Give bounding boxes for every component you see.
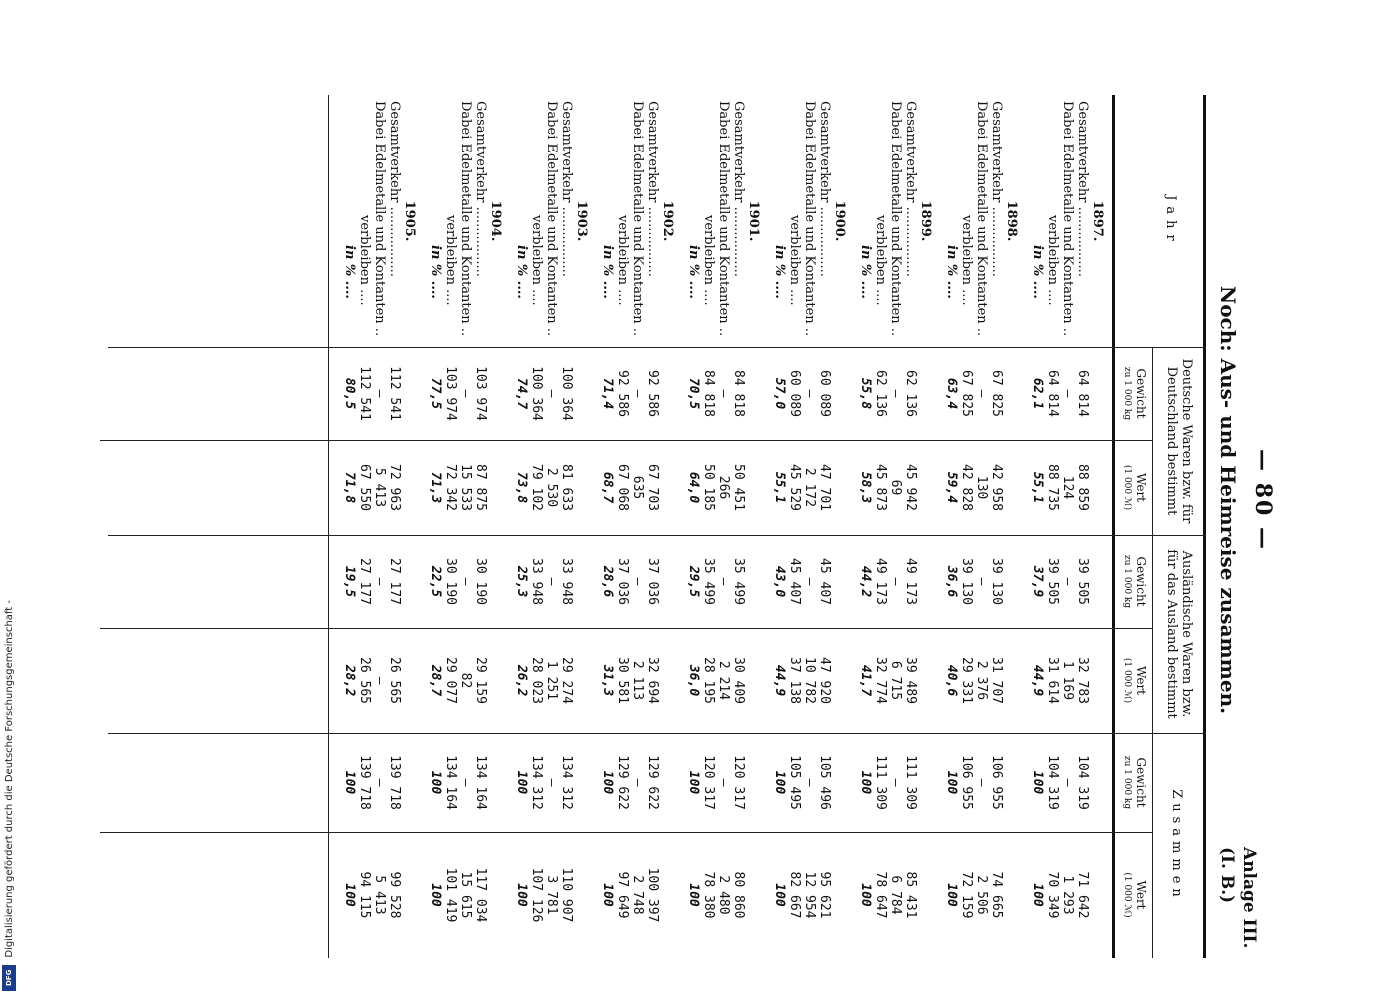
cell-value: 84 818 <box>701 370 716 417</box>
cell-value: 58,3 <box>858 471 873 504</box>
cell-value: 72 159 <box>959 871 974 919</box>
cell-value: 47 701 <box>817 464 832 511</box>
cell-value: 117 034 <box>473 867 488 923</box>
row-label: Dabei Edelmetalle und Kontanten .. <box>544 101 559 337</box>
cell-value: 111 309 <box>873 755 888 810</box>
cell-value: 30 190 <box>473 558 488 605</box>
row-label: Gesamtverkehr ................. <box>817 101 832 277</box>
cell-value: — <box>372 778 387 787</box>
cell-value: 2 506 <box>974 875 989 915</box>
row-label: in % .... <box>600 245 615 299</box>
page-number: — 80 — <box>1250 449 1276 551</box>
cell-value: 100 <box>342 883 357 907</box>
cell-value: 1 251 <box>544 660 559 701</box>
cell-value: 100 <box>1030 883 1045 907</box>
value-header: Wert <box>1134 665 1148 695</box>
cell-value: 29 274 <box>559 657 574 704</box>
cell-value: 67 825 <box>989 370 1004 417</box>
cell-value: 100 <box>342 770 357 795</box>
cell-value: 62,1 <box>1030 377 1045 410</box>
annex-sub-label: (I. B.) <box>1217 847 1237 904</box>
cell-value: 100 <box>1030 770 1045 795</box>
cell-value: 62 136 <box>873 370 888 417</box>
value-unit: (1 000 ℳ) <box>1122 464 1132 511</box>
cell-value: 2 530 <box>544 467 559 508</box>
cell-value: 88 859 <box>1075 464 1090 511</box>
cell-value: 41,7 <box>858 664 873 697</box>
cell-value: 129 622 <box>645 755 660 810</box>
cell-value: 100 364 <box>559 366 574 421</box>
cell-value: 45 529 <box>787 464 802 511</box>
cell-value: 39 489 <box>903 657 918 704</box>
cell-value: 105 495 <box>787 755 802 810</box>
cell-value: 6 784 <box>888 875 903 915</box>
row-label: Dabei Edelmetalle und Kontanten .. <box>974 101 989 337</box>
annex-label: Anlage III. <box>1239 847 1259 949</box>
cell-value: 87 875 <box>473 464 488 511</box>
group-header-rule <box>1152 347 1153 958</box>
row-label: verbleiben .... <box>701 215 716 306</box>
cell-value: 100 <box>858 883 873 907</box>
cell-value: 45 407 <box>817 558 832 605</box>
row-label: verbleiben .... <box>357 215 372 306</box>
row-label: in % .... <box>428 245 443 299</box>
row-label: verbleiben .... <box>615 215 630 306</box>
cell-value: 15 533 <box>458 464 473 511</box>
row-label: Dabei Edelmetalle und Kontanten .. <box>716 101 731 337</box>
row-label: Gesamtverkehr ................. <box>473 101 488 277</box>
cell-value: 134 164 <box>443 755 458 810</box>
cell-value: 39 130 <box>959 558 974 605</box>
row-label: verbleiben .... <box>529 215 544 306</box>
cell-value: 64 814 <box>1075 370 1090 417</box>
cell-value: 124 <box>1060 475 1075 500</box>
cell-value: 30 581 <box>615 657 630 704</box>
year-label: 1905. <box>402 200 417 242</box>
cell-value: 69 <box>888 479 903 496</box>
cell-value: 36,0 <box>686 664 701 697</box>
cell-value: — <box>974 577 989 586</box>
cell-value: 67 703 <box>645 464 660 511</box>
cell-value: 73,8 <box>514 471 529 504</box>
row-label: Dabei Edelmetalle und Kontanten .. <box>458 101 473 337</box>
cell-value: 100 <box>514 770 529 795</box>
cell-value: 82 <box>458 672 473 689</box>
cell-value: 2 480 <box>716 875 731 915</box>
cell-value: 3 781 <box>544 875 559 915</box>
cell-value: 134 312 <box>559 755 574 810</box>
cell-value: 22,5 <box>428 565 443 598</box>
cell-value: 39 130 <box>989 558 1004 605</box>
row-label: verbleiben .... <box>873 215 888 306</box>
cell-value: 29 331 <box>959 657 974 704</box>
cell-value: 78 647 <box>873 871 888 919</box>
year-label: 1900. <box>832 200 847 242</box>
cell-value: 103 974 <box>473 366 488 421</box>
cell-value: 63,4 <box>944 377 959 410</box>
cell-value: 2 748 <box>630 875 645 915</box>
year-label: 1897. <box>1090 200 1105 242</box>
cell-value: 105 496 <box>817 755 832 810</box>
cell-value: 55,8 <box>858 377 873 410</box>
column-group-header-2: Ausländische Waren bzw. für das Ausland bestimmt <box>1164 549 1194 719</box>
year-label: 1901. <box>746 200 761 242</box>
cell-value: 134 164 <box>473 755 488 810</box>
value-unit: (1 000 ℳ) <box>1122 872 1132 918</box>
cell-value: 100 364 <box>529 366 544 421</box>
cell-value: 37 036 <box>615 558 630 605</box>
cell-value: 79 102 <box>529 464 544 511</box>
cell-value: 99 528 <box>387 871 402 919</box>
cell-value: — <box>1060 778 1075 787</box>
cell-value: 2 376 <box>974 660 989 701</box>
table-title: Noch: Aus- und Heimreise zusammen. <box>1216 285 1240 715</box>
row-label: Gesamtverkehr ................. <box>1075 101 1090 277</box>
cell-value: 77,5 <box>428 377 443 410</box>
row-label: Dabei Edelmetalle und Kontanten .. <box>630 101 645 337</box>
cell-value: 100 397 <box>645 867 660 923</box>
cell-value: — <box>716 577 731 586</box>
cell-value: 100 <box>944 770 959 795</box>
cell-value: — <box>544 778 559 787</box>
cell-value: 6 715 <box>888 660 903 701</box>
cell-value: 60 089 <box>787 370 802 417</box>
cell-value: 29 077 <box>443 657 458 704</box>
cell-value: 67 550 <box>357 464 372 511</box>
table-top-rule <box>1203 95 1206 958</box>
cell-value: 2 214 <box>716 660 731 701</box>
cell-value: 31,3 <box>600 664 615 697</box>
cell-value: 32 694 <box>645 657 660 704</box>
cell-value: 2 113 <box>630 660 645 701</box>
cell-value: 100 <box>944 883 959 907</box>
row-label: in % .... <box>858 245 873 299</box>
cell-value: 635 <box>630 475 645 500</box>
cell-value: 44,9 <box>772 664 787 697</box>
cell-value: 26,2 <box>514 664 529 697</box>
weight-header: Gewicht <box>1134 556 1148 607</box>
year-label: 1899. <box>918 200 933 242</box>
year-label: 1903. <box>574 200 589 242</box>
cell-value: 57,0 <box>772 377 787 410</box>
cell-value: 74,7 <box>514 377 529 410</box>
row-label: verbleiben .... <box>1045 215 1060 306</box>
cell-value: 50 451 <box>731 464 746 511</box>
cell-value: 130 <box>974 475 989 500</box>
cell-value: 80 860 <box>731 871 746 919</box>
cell-value: 134 312 <box>529 755 544 810</box>
cell-value: 33 948 <box>559 558 574 605</box>
row-label: in % .... <box>514 245 529 299</box>
cell-value: — <box>372 676 387 685</box>
cell-value: 49 173 <box>873 558 888 605</box>
cell-value: 71,3 <box>428 471 443 504</box>
cell-value: 45 873 <box>873 464 888 511</box>
cell-value: 101 419 <box>443 867 458 923</box>
cell-value: 100 <box>428 770 443 795</box>
cell-value: 32 783 <box>1075 657 1090 704</box>
column-group-header-3: Zusammen <box>1169 789 1184 902</box>
year-column-header: Jahr <box>1163 195 1178 247</box>
row-label: Dabei Edelmetalle und Kontanten .. <box>372 101 387 337</box>
cell-value: 97 649 <box>615 871 630 919</box>
cell-value: 81 633 <box>559 464 574 511</box>
cell-value: — <box>1060 389 1075 398</box>
value-unit: (1 000 ℳ) <box>1122 657 1132 704</box>
cell-value: 85 431 <box>903 871 918 919</box>
cell-value: 30 190 <box>443 558 458 605</box>
cell-value: 62 136 <box>903 370 918 417</box>
cell-value: 12 954 <box>802 871 817 919</box>
cell-value: 71 642 <box>1075 871 1090 919</box>
cell-value: — <box>716 778 731 787</box>
cell-value: 33 948 <box>529 558 544 605</box>
cell-value: 107 126 <box>529 867 544 923</box>
cell-value: — <box>888 577 903 586</box>
cell-value: 30 409 <box>731 657 746 704</box>
cell-value: — <box>458 577 473 586</box>
cell-value: 60 089 <box>817 370 832 417</box>
cell-value: 111 309 <box>903 755 918 810</box>
row-label: Dabei Edelmetalle und Kontanten .. <box>888 101 903 337</box>
weight-header: Gewicht <box>1134 368 1148 419</box>
cell-value: 37 036 <box>645 558 660 605</box>
cell-value: 100 <box>514 883 529 907</box>
cell-value: 68,7 <box>600 471 615 504</box>
cell-value: 70 349 <box>1045 871 1060 919</box>
cell-value: 32 774 <box>873 657 888 704</box>
cell-value: 28,2 <box>342 664 357 697</box>
row-label: Gesamtverkehr ................. <box>645 101 660 277</box>
cell-value: 37,9 <box>1030 565 1045 598</box>
cell-value: 37 138 <box>787 657 802 704</box>
cell-value: 106 955 <box>959 755 974 810</box>
cell-value: 120 317 <box>701 755 716 810</box>
cell-value: — <box>802 577 817 586</box>
cell-value: 5 413 <box>372 875 387 915</box>
cell-value: 29 159 <box>473 657 488 704</box>
cell-value: — <box>630 778 645 787</box>
cell-value: 84 818 <box>731 370 746 417</box>
cell-value: 72 342 <box>443 464 458 511</box>
cell-value: — <box>974 389 989 398</box>
cell-value: 100 <box>858 770 873 795</box>
value-header: Wert <box>1134 472 1148 502</box>
cell-value: — <box>1060 577 1075 586</box>
row-label: in % .... <box>944 245 959 299</box>
cell-value: 110 907 <box>559 867 574 923</box>
cell-value: 35 499 <box>731 558 746 605</box>
cell-value: 10 782 <box>802 657 817 704</box>
cell-value: 92 586 <box>645 370 660 417</box>
dfg-logo: DFG <box>2 965 16 991</box>
row-label: verbleiben .... <box>959 215 974 306</box>
cell-value: 59,4 <box>944 471 959 504</box>
cell-value: 2 172 <box>802 467 817 508</box>
cell-value: 44,9 <box>1030 664 1045 697</box>
cell-value: 100 <box>600 770 615 795</box>
year-label: 1898. <box>1004 200 1019 242</box>
cell-value: 100 <box>600 883 615 907</box>
weight-unit: zu 1 000 kg <box>1122 755 1132 810</box>
cell-value: — <box>458 778 473 787</box>
cell-value: 100 <box>686 770 701 795</box>
cell-value: 39 505 <box>1045 558 1060 605</box>
cell-value: — <box>802 389 817 398</box>
cell-value: 80,5 <box>342 377 357 410</box>
cell-value: 45 407 <box>787 558 802 605</box>
cell-value: 31 614 <box>1045 657 1060 704</box>
cell-value: 42 958 <box>989 464 1004 511</box>
cell-value: 35 499 <box>701 558 716 605</box>
cell-value: — <box>802 778 817 787</box>
cell-value: 64,0 <box>686 471 701 504</box>
row-label: Dabei Edelmetalle und Kontanten .. <box>802 101 817 337</box>
cell-value: 92 586 <box>615 370 630 417</box>
cell-value: 47 920 <box>817 657 832 704</box>
weight-unit: zu 1 000 kg <box>1122 554 1132 609</box>
cell-value: 71,8 <box>342 471 357 504</box>
cell-value: 5 413 <box>372 467 387 508</box>
cell-value: — <box>544 577 559 586</box>
cell-value: 50 185 <box>701 464 716 511</box>
cell-value: 19,5 <box>342 565 357 598</box>
row-label: verbleiben .... <box>787 215 802 306</box>
row-label: in % .... <box>772 245 787 299</box>
cell-value: 28 023 <box>529 657 544 704</box>
cell-value: 103 974 <box>443 366 458 421</box>
cell-value: 71,4 <box>600 377 615 410</box>
cell-value: 129 622 <box>615 755 630 810</box>
cell-value: 100 <box>772 883 787 907</box>
cell-value: 64 814 <box>1045 370 1060 417</box>
watermark-text: Digitalisierung gefördert durch die Deutsche Forschungsgemeinschaft - <box>4 600 15 958</box>
cell-value: 40,6 <box>944 664 959 697</box>
row-label: Gesamtverkehr ................. <box>903 101 918 277</box>
value-header: Wert <box>1134 880 1148 910</box>
cell-value: 82 667 <box>787 871 802 919</box>
cell-value: 26 565 <box>387 657 402 704</box>
cell-value: 42 828 <box>959 464 974 511</box>
cell-value: 67 825 <box>959 370 974 417</box>
cell-value: 100 <box>772 770 787 795</box>
cell-value: 104 319 <box>1075 755 1090 810</box>
cell-value: 112 541 <box>357 366 372 421</box>
cell-value: 104 319 <box>1045 755 1060 810</box>
table-bottom-rule <box>328 95 329 958</box>
cell-value: 45 942 <box>903 464 918 511</box>
cell-value: 31 707 <box>989 657 1004 704</box>
cell-value: 43,0 <box>772 565 787 598</box>
cell-value: — <box>458 389 473 398</box>
cell-value: 28 195 <box>701 657 716 704</box>
cell-value: 55,1 <box>772 471 787 504</box>
cell-value: 55,1 <box>1030 471 1045 504</box>
year-label: 1902. <box>660 200 675 242</box>
cell-value: 74 665 <box>989 871 1004 919</box>
cell-value: — <box>372 577 387 586</box>
row-label: Gesamtverkehr ................. <box>559 101 574 277</box>
cell-value: — <box>630 577 645 586</box>
year-label: 1904. <box>488 200 503 242</box>
row-label: in % .... <box>686 245 701 299</box>
cell-value: 112 541 <box>387 366 402 421</box>
row-label: in % .... <box>342 245 357 299</box>
cell-value: 72 963 <box>387 464 402 511</box>
cell-value: — <box>544 389 559 398</box>
cell-value: 94 115 <box>357 871 372 919</box>
cell-value: 49 173 <box>903 558 918 605</box>
cell-value: 139 718 <box>387 755 402 810</box>
cell-value: 95 621 <box>817 871 832 919</box>
cell-value: 39 505 <box>1075 558 1090 605</box>
cell-value: 100 <box>428 883 443 907</box>
row-label: Gesamtverkehr ................. <box>731 101 746 277</box>
weight-header: Gewicht <box>1134 757 1148 808</box>
cell-value: 44,2 <box>858 565 873 598</box>
cell-value: 26 565 <box>357 657 372 704</box>
row-label: Gesamtverkehr ................. <box>387 101 402 277</box>
row-label: Dabei Edelmetalle und Kontanten .. <box>1060 101 1075 337</box>
cell-value: — <box>888 778 903 787</box>
header-bottom-rule <box>1112 95 1115 958</box>
cell-value: 78 380 <box>701 871 716 919</box>
cell-value: 27 177 <box>357 558 372 605</box>
cell-value: — <box>974 778 989 787</box>
cell-value: 1 293 <box>1060 875 1075 915</box>
cell-value: 139 718 <box>357 755 372 810</box>
cell-value: — <box>716 389 731 398</box>
cell-value: 29,5 <box>686 565 701 598</box>
cell-value: 27 177 <box>387 558 402 605</box>
column-group-header-1: Deutsche Waren bzw. für Deutschland bestimmt <box>1164 358 1194 524</box>
cell-value: 106 955 <box>989 755 1004 810</box>
cell-value: — <box>372 389 387 398</box>
cell-value: 266 <box>716 475 731 500</box>
cell-value: 88 735 <box>1045 464 1060 511</box>
cell-value: — <box>888 389 903 398</box>
cell-value: 28,6 <box>600 565 615 598</box>
cell-value: 25,3 <box>514 565 529 598</box>
row-label: in % .... <box>1030 245 1045 299</box>
cell-value: 120 317 <box>731 755 746 810</box>
cell-value: 28,7 <box>428 664 443 697</box>
cell-value: 100 <box>686 883 701 907</box>
cell-value: 1 169 <box>1060 660 1075 701</box>
row-label: verbleiben .... <box>443 215 458 306</box>
row-label: Gesamtverkehr ................. <box>989 101 1004 277</box>
cell-value: — <box>630 389 645 398</box>
weight-unit: zu 1 000 kg <box>1122 366 1132 421</box>
cell-value: 36,6 <box>944 565 959 598</box>
cell-value: 15 615 <box>458 871 473 919</box>
cell-value: 70,5 <box>686 377 701 410</box>
cell-value: 67 068 <box>615 464 630 511</box>
